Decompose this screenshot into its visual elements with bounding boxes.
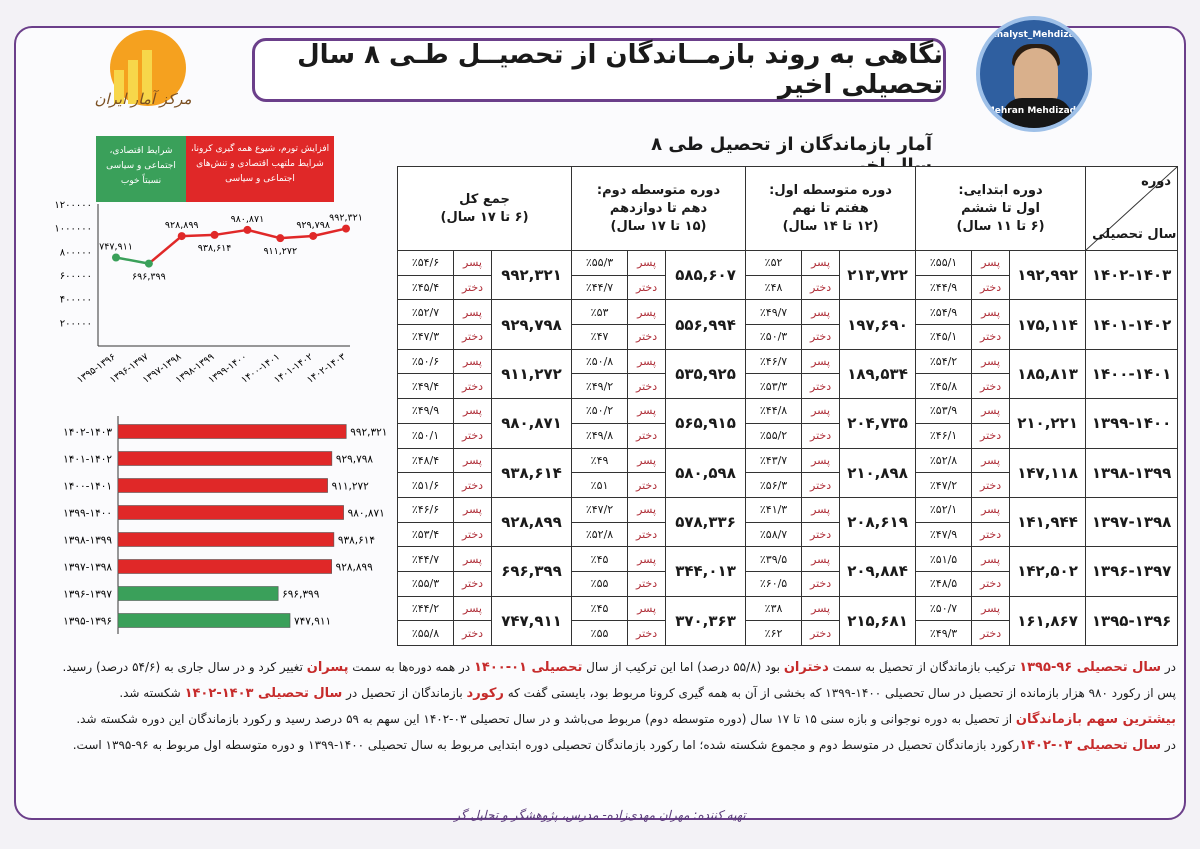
data-label: ۶۹۶,۳۹۹ (132, 271, 166, 283)
data-label: ۷۴۷,۹۱۱ (99, 241, 133, 253)
female-percent: ٪۵۳/۳ (746, 374, 802, 399)
total-cell: ۹۲۸,۸۹۹ (492, 497, 572, 546)
bar-value-label: ۶۹۶,۳۹۹ (282, 588, 320, 601)
total-cell: ۲۰۹,۸۸۴ (840, 547, 916, 596)
line-segment (149, 236, 182, 264)
total-cell: ۹۸۰,۸۷۱ (492, 399, 572, 448)
year-cell: ۱۳۹۷-۱۳۹۸ (1086, 497, 1178, 546)
avatar (976, 16, 1092, 132)
total-cell: ۳۴۴,۰۱۳ (666, 547, 746, 596)
corner-top: دوره (1141, 174, 1172, 189)
total-cell: ۵۸۰,۵۹۸ (666, 448, 746, 497)
male-percent: ٪۵۳/۹ (916, 399, 972, 424)
bar (118, 506, 344, 520)
data-label: ۹۳۸,۶۱۴ (197, 242, 232, 254)
bar-category-label: ۱۳۹۵-۱۳۹۶ (63, 615, 112, 628)
year-cell: ۱۳۹۹-۱۴۰۰ (1086, 399, 1178, 448)
x-tick-label: ۱۴۰۰-۱۴۰۱ (239, 351, 283, 386)
y-tick-label: ۲۰۰۰۰۰ (59, 318, 92, 330)
male-percent: ٪۵۳ (572, 300, 628, 325)
female-percent: ٪۴۴/۷ (572, 275, 628, 300)
bar-category-label: ۱۳۹۷-۱۳۹۸ (63, 561, 112, 574)
bar (118, 560, 332, 574)
male-label: پسر (628, 349, 666, 374)
male-label: پسر (802, 448, 840, 473)
female-label: دختر (802, 522, 840, 547)
x-tick-label: ۱۳۹۹-۱۴۰۰ (206, 351, 250, 386)
male-percent: ٪۵۰/۸ (572, 349, 628, 374)
avatar-name: Mehran Mehdizade (985, 106, 1083, 116)
x-tick-label: ۱۳۹۶-۱۳۹۷ (108, 351, 151, 386)
bar-category-label: ۱۳۹۶-۱۳۹۷ (63, 588, 112, 601)
total-cell: ۱۸۵,۸۱۳ (1010, 349, 1086, 398)
header-primary: دوره ابتدایی: اول تا ششم (۶ تا ۱۱ سال) (916, 167, 1086, 251)
female-percent: ٪۴۵/۱ (916, 325, 972, 350)
table-row (398, 399, 1178, 424)
female-percent: ٪۵۰/۱ (398, 423, 454, 448)
bar (118, 533, 334, 547)
male-label: پسر (802, 251, 840, 276)
y-tick-label: ۱۲۰۰۰۰۰ (54, 200, 92, 211)
male-percent: ٪۴۹/۹ (398, 399, 454, 424)
female-percent: ٪۴۶/۱ (916, 423, 972, 448)
female-percent: ٪۴۵/۸ (916, 374, 972, 399)
female-label: دختر (628, 571, 666, 596)
male-percent: ٪۴۶/۶ (398, 497, 454, 522)
total-cell: ۱۴۲,۵۰۲ (1010, 547, 1086, 596)
total-cell: ۱۹۷,۶۹۰ (840, 300, 916, 349)
legend-green: شرایط اقتصادی، اجتماعی و سیاسی نسبتاً خوب (96, 136, 186, 202)
male-label: پسر (972, 251, 1010, 276)
male-percent: ٪۴۷/۲ (572, 497, 628, 522)
female-label: دختر (454, 621, 492, 646)
line-segment (182, 235, 215, 236)
bar (118, 425, 346, 439)
x-tick-label: ۱۳۹۷-۱۳۹۸ (140, 351, 184, 386)
male-label: پسر (454, 497, 492, 522)
male-label: پسر (454, 349, 492, 374)
bar-category-label: ۱۳۹۹-۱۴۰۰ (63, 507, 112, 520)
x-tick-label: ۱۴۰۱-۱۴۰۲ (272, 351, 315, 386)
male-label: پسر (972, 300, 1010, 325)
bar (118, 614, 290, 628)
y-tick-label: ۴۰۰۰۰۰ (59, 294, 92, 306)
male-percent: ٪۴۹/۷ (746, 300, 802, 325)
female-label: دختر (454, 522, 492, 547)
male-label: پسر (802, 399, 840, 424)
male-label: پسر (972, 448, 1010, 473)
female-percent: ٪۵۵/۳ (398, 571, 454, 596)
female-percent: ٪۶۲ (746, 621, 802, 646)
avatar-handle: @Analyst_Mehdizade (980, 30, 1088, 40)
total-cell: ۱۴۷,۱۱۸ (1010, 448, 1086, 497)
female-percent: ٪۴۷/۲ (916, 473, 972, 498)
male-percent: ٪۴۵ (572, 596, 628, 621)
male-label: پسر (628, 251, 666, 276)
male-label: پسر (628, 448, 666, 473)
x-tick-label: ۱۳۹۸-۱۳۹۹ (173, 351, 217, 386)
total-cell: ۱۴۱,۹۴۴ (1010, 497, 1086, 546)
female-label: دختر (454, 275, 492, 300)
female-percent: ٪۵۸/۷ (746, 522, 802, 547)
total-cell: ۹۲۹,۷۹۸ (492, 300, 572, 349)
male-label: پسر (802, 497, 840, 522)
female-label: دختر (972, 275, 1010, 300)
y-tick-label: ۱۰۰۰۰۰۰ (54, 223, 92, 235)
total-cell: ۱۹۲,۹۹۲ (1010, 251, 1086, 300)
table-row (398, 300, 1178, 325)
bar-value-label: ۹۹۲,۳۲۱ (350, 426, 388, 439)
female-percent: ٪۴۹/۸ (572, 423, 628, 448)
summary-p3: بیشترین سهم بازماندگان از تحصیل به دوره نوجوانی و بازه سنی ۱۵ تا ۱۷ سال (دوره متوسطه دوم) مربوط می‌باشد و در سال تحصیلی ۰۳-۱۴۰۲ این سهم به ۵۹ درصد رسید و رکورد بازماندگان این دوره شکسته شد. (76, 712, 1176, 727)
x-tick-label: ۱۴۰۲-۱۴۰۳ (305, 351, 348, 386)
female-percent: ٪۵۵/۲ (746, 423, 802, 448)
total-cell: ۲۱۰,۸۹۸ (840, 448, 916, 497)
stats-table (397, 166, 1178, 646)
male-label: پسر (802, 300, 840, 325)
male-label: پسر (454, 300, 492, 325)
total-cell: ۲۱۰,۲۲۱ (1010, 399, 1086, 448)
line-chart (20, 196, 370, 406)
data-point (211, 231, 219, 239)
male-percent: ٪۴۴/۲ (398, 596, 454, 621)
male-label: پسر (972, 547, 1010, 572)
female-label: دختر (802, 621, 840, 646)
female-label: دختر (802, 325, 840, 350)
table-corner-header (1086, 167, 1178, 251)
header-total: جمع کل (۶ تا ۱۷ سال) (398, 167, 572, 251)
female-percent: ٪۵۵/۸ (398, 621, 454, 646)
data-point (342, 225, 350, 233)
male-percent: ٪۵۰/۷ (916, 596, 972, 621)
summary-p2: پس از رکورد ۹۸۰ هزار بازمانده از تحصیل در سال تحصیلی ۱۴۰۰-۱۳۹۹ که بخشی از آن به همه گیری کرونا مربوط بود، بایستی گفت که رکورد بازماندگان از تحصیل در سال تحصیلی ۱۴۰۳-۱۴۰۲ شکسته شد. (119, 686, 1176, 701)
male-label: پسر (972, 399, 1010, 424)
male-label: پسر (628, 300, 666, 325)
y-tick-label: ۸۰۰۰۰۰ (59, 247, 92, 259)
legend-red: افزایش تورم، شیوع همه گیری کرونا، شرایط ملتهب اقتصادی و تنش‌های اجتماعی و سیاسی (186, 136, 334, 202)
bar (118, 587, 278, 601)
female-percent: ٪۴۷ (572, 325, 628, 350)
corner-bottom: سال تحصیلی (1092, 227, 1177, 242)
female-label: دختر (802, 571, 840, 596)
year-cell: ۱۴۰۲-۱۴۰۳ (1086, 251, 1178, 300)
header-lower-secondary: دوره متوسطه اول: هفتم تا نهم (۱۲ تا ۱۴ سال) (746, 167, 916, 251)
male-label: پسر (802, 596, 840, 621)
male-label: پسر (972, 596, 1010, 621)
female-percent: ٪۵۳/۴ (398, 522, 454, 547)
total-cell: ۵۳۵,۹۲۵ (666, 349, 746, 398)
male-percent: ٪۵۴/۲ (916, 349, 972, 374)
header-upper-secondary: دوره متوسطه دوم: دهم تا دوازدهم (۱۵ تا ۱۷ سال) (572, 167, 746, 251)
female-label: دختر (972, 473, 1010, 498)
male-label: پسر (802, 547, 840, 572)
total-cell: ۱۸۹,۵۳۴ (840, 349, 916, 398)
bar-value-label: ۹۲۹,۷۹۸ (335, 453, 374, 466)
total-cell: ۷۴۷,۹۱۱ (492, 596, 572, 645)
data-point (112, 253, 120, 261)
female-label: دختر (454, 571, 492, 596)
bar (118, 452, 332, 466)
female-percent: ٪۵۵ (572, 621, 628, 646)
female-percent: ٪۴۸ (746, 275, 802, 300)
year-cell: ۱۳۹۸-۱۳۹۹ (1086, 448, 1178, 497)
male-label: پسر (802, 349, 840, 374)
male-percent: ٪۵۲/۱ (916, 497, 972, 522)
x-tick-label: ۱۳۹۵-۱۳۹۶ (75, 351, 118, 386)
data-label: ۹۲۸,۸۹۹ (164, 220, 199, 232)
female-label: دختر (628, 473, 666, 498)
bar-value-label: ۹۱۱,۲۷۲ (331, 480, 369, 493)
female-percent: ٪۴۷/۳ (398, 325, 454, 350)
y-tick-label: ۶۰۰۰۰۰ (59, 271, 92, 282)
total-cell: ۵۶۵,۹۱۵ (666, 399, 746, 448)
data-point (276, 234, 284, 242)
male-percent: ٪۵۲/۸ (916, 448, 972, 473)
bar-value-label: ۹۲۸,۸۹۹ (335, 561, 373, 574)
total-cell: ۵۷۸,۳۳۶ (666, 497, 746, 546)
female-label: دختر (972, 325, 1010, 350)
female-percent: ٪۵۵ (572, 571, 628, 596)
summary (26, 656, 1176, 760)
total-cell: ۶۹۶,۳۹۹ (492, 547, 572, 596)
male-label: پسر (454, 547, 492, 572)
male-percent: ٪۴۵ (572, 547, 628, 572)
total-cell: ۵۸۵,۶۰۷ (666, 251, 746, 300)
male-percent: ٪۳۹/۵ (746, 547, 802, 572)
bar-value-label: ۷۴۷,۹۱۱ (294, 615, 332, 628)
male-percent: ٪۵۵/۳ (572, 251, 628, 276)
total-cell: ۱۷۵,۱۱۴ (1010, 300, 1086, 349)
male-percent: ٪۳۸ (746, 596, 802, 621)
female-percent: ٪۴۸/۵ (916, 571, 972, 596)
line-segment (280, 236, 313, 238)
avatar-face (1014, 48, 1058, 104)
total-cell: ۲۰۸,۶۱۹ (840, 497, 916, 546)
male-label: پسر (972, 497, 1010, 522)
year-cell: ۱۴۰۰-۱۴۰۱ (1086, 349, 1178, 398)
total-cell: ۳۷۰,۳۶۳ (666, 596, 746, 645)
female-label: دختر (972, 621, 1010, 646)
data-point (243, 226, 251, 234)
male-label: پسر (628, 497, 666, 522)
total-cell: ۹۹۲,۳۲۱ (492, 251, 572, 300)
table-row (398, 349, 1178, 374)
female-label: دختر (802, 473, 840, 498)
data-point (309, 232, 317, 240)
bar-category-label: ۱۴۰۱-۱۴۰۲ (63, 453, 112, 466)
table-row (398, 497, 1178, 522)
female-label: دختر (972, 423, 1010, 448)
male-percent: ٪۵۵/۱ (916, 251, 972, 276)
male-percent: ٪۴۶/۷ (746, 349, 802, 374)
page-title: نگاهی به روند بازمــاندگان از تحصیــل طـی ۸ سال تحصیلی اخیر (252, 38, 946, 102)
year-cell: ۱۳۹۵-۱۳۹۶ (1086, 596, 1178, 645)
male-percent: ٪۴۱/۳ (746, 497, 802, 522)
year-cell: ۱۴۰۱-۱۴۰۲ (1086, 300, 1178, 349)
female-label: دختر (454, 325, 492, 350)
total-cell: ۵۵۶,۹۹۴ (666, 300, 746, 349)
male-percent: ٪۵۴/۶ (398, 251, 454, 276)
table-row (398, 596, 1178, 621)
total-cell: ۲۰۴,۷۳۵ (840, 399, 916, 448)
data-label: ۹۲۹,۷۹۸ (296, 219, 330, 231)
female-percent: ٪۵۲/۸ (572, 522, 628, 547)
female-label: دختر (628, 423, 666, 448)
female-percent: ٪۴۷/۹ (916, 522, 972, 547)
female-percent: ٪۴۹/۴ (398, 374, 454, 399)
male-percent: ٪۴۸/۴ (398, 448, 454, 473)
logo-text: مرکز آمار ایران (94, 90, 192, 108)
female-label: دختر (972, 522, 1010, 547)
female-percent: ٪۴۴/۹ (916, 275, 972, 300)
female-percent: ٪۴۹/۳ (916, 621, 972, 646)
male-label: پسر (628, 596, 666, 621)
male-percent: ٪۴۴/۸ (746, 399, 802, 424)
female-percent: ٪۶۰/۵ (746, 571, 802, 596)
male-label: پسر (454, 251, 492, 276)
male-percent: ٪۴۳/۷ (746, 448, 802, 473)
female-label: دختر (628, 374, 666, 399)
female-percent: ٪۵۶/۳ (746, 473, 802, 498)
female-label: دختر (802, 275, 840, 300)
table-row (398, 251, 1178, 276)
male-percent: ٪۵۱/۵ (916, 547, 972, 572)
female-label: دختر (972, 571, 1010, 596)
data-label: ۹۸۰,۸۷۱ (230, 213, 265, 225)
total-cell: ۲۱۳,۷۲۲ (840, 251, 916, 300)
male-percent: ٪۵۴/۹ (916, 300, 972, 325)
total-cell: ۹۳۸,۶۱۴ (492, 448, 572, 497)
male-label: پسر (628, 399, 666, 424)
male-percent: ٪۴۴/۷ (398, 547, 454, 572)
data-point (145, 260, 153, 268)
total-cell: ۲۱۵,۶۸۱ (840, 596, 916, 645)
total-cell: ۹۱۱,۲۷۲ (492, 349, 572, 398)
male-label: پسر (628, 547, 666, 572)
female-label: دختر (628, 522, 666, 547)
data-point (178, 232, 186, 240)
footer-credit: تهیه کننده: مهران مهدی‌زاده- مدرس، پژوهشگر و تحلیل گر (454, 808, 746, 822)
total-cell: ۱۶۱,۸۶۷ (1010, 596, 1086, 645)
female-label: دختر (454, 374, 492, 399)
female-percent: ٪۴۹/۲ (572, 374, 628, 399)
data-label: ۹۱۱,۲۷۲ (263, 246, 298, 258)
female-label: دختر (628, 325, 666, 350)
female-label: دختر (802, 374, 840, 399)
female-percent: ٪۴۵/۴ (398, 275, 454, 300)
female-label: دختر (628, 275, 666, 300)
bar-chart (20, 412, 390, 644)
line-segment (215, 230, 248, 235)
table-title: آمار بازماندگان از تحصیل طی ۸ (651, 134, 932, 155)
male-percent: ٪۴۹ (572, 448, 628, 473)
table-row (398, 448, 1178, 473)
bar-value-label: ۹۳۸,۶۱۴ (337, 534, 376, 547)
male-label: پسر (454, 448, 492, 473)
male-label: پسر (972, 349, 1010, 374)
male-percent: ٪۵۲ (746, 251, 802, 276)
male-label: پسر (454, 399, 492, 424)
bar-category-label: ۱۳۹۸-۱۳۹۹ (63, 534, 112, 547)
male-label: پسر (454, 596, 492, 621)
female-percent: ٪۵۱/۶ (398, 473, 454, 498)
summary-p1: در سال تحصیلی ۹۶-۱۳۹۵ ترکیب بازماندگان از تحصیل به سمت دختران بود (۵۵/۸ درصد) اما این ترکیب از سال تحصیلی ۰۱-۱۴۰۰ در همه دوره‌ها به سمت پسران تغییر کرد و در سال جاری به (۵۴/۶ درصد) رسید. (62, 660, 1176, 675)
female-label: دختر (454, 423, 492, 448)
bar-category-label: ۱۴۰۰-۱۴۰۱ (63, 480, 112, 493)
male-percent: ٪۵۰/۲ (572, 399, 628, 424)
summary-p4: در سال تحصیلی ۰۳-۱۴۰۲رکورد بازماندگان تحصیل در متوسط دوم و مجموع شکسته شده؛ اما رکورد بازماندگان تحصیلی دوره ابتدایی مربوط به سال تحصیلی ۱۴۰۰-۱۳۹۹ و دوره متوسطه اول مربوط به ۹۶-۱۳۹۵ است. (72, 738, 1176, 753)
bar-category-label: ۱۴۰۲-۱۴۰۳ (63, 426, 112, 439)
year-cell: ۱۳۹۶-۱۳۹۷ (1086, 547, 1178, 596)
bar (118, 479, 328, 493)
female-label: دختر (802, 423, 840, 448)
female-label: دختر (628, 621, 666, 646)
table-row (398, 547, 1178, 572)
line-segment (247, 230, 280, 238)
male-percent: ٪۵۲/۷ (398, 300, 454, 325)
male-percent: ٪۵۰/۶ (398, 349, 454, 374)
female-label: دختر (454, 473, 492, 498)
line-segment (116, 257, 149, 263)
bar-value-label: ۹۸۰,۸۷۱ (347, 507, 385, 520)
data-label: ۹۹۲,۳۲۱ (329, 212, 363, 224)
female-label: دختر (972, 374, 1010, 399)
female-percent: ٪۵۰/۳ (746, 325, 802, 350)
female-percent: ٪۵۱ (572, 473, 628, 498)
